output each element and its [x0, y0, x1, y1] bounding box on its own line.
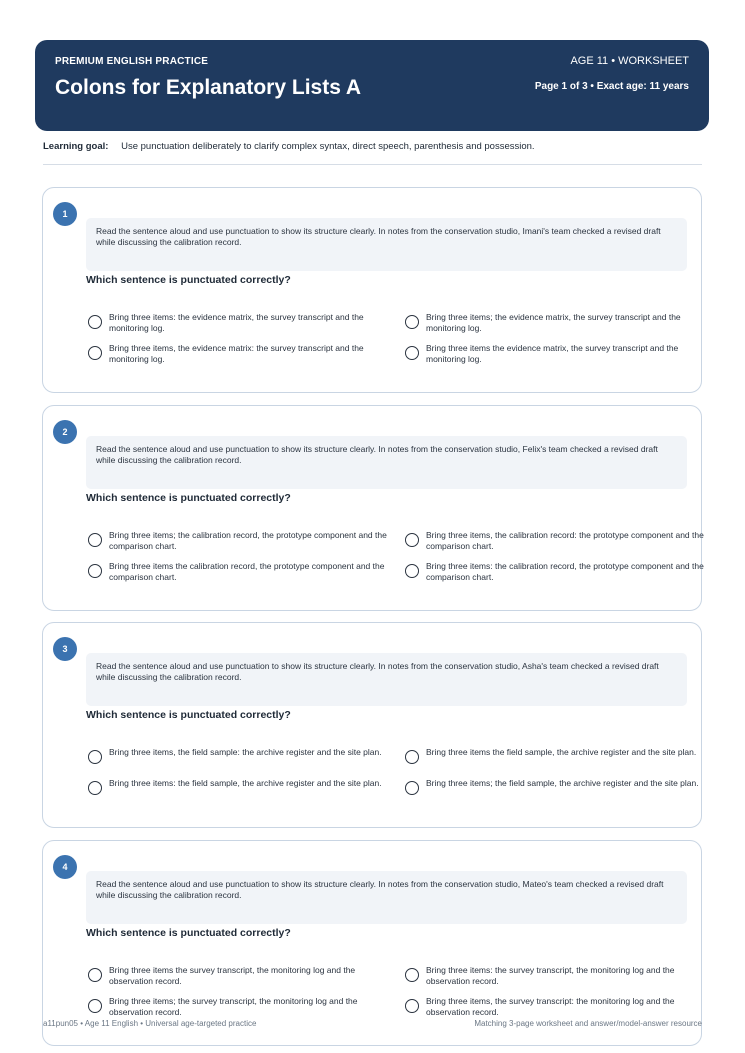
question-text: Which sentence is punctuated correctly? — [86, 927, 291, 939]
option-text: Bring three items: the survey transcript, the monitoring log and the observation record. — [426, 965, 675, 986]
answer-option-c[interactable] — [88, 561, 388, 583]
radio-button[interactable] — [405, 750, 419, 764]
radio-button[interactable] — [405, 315, 419, 329]
radio-button[interactable] — [88, 999, 102, 1013]
question-text: Which sentence is punctuated correctly? — [86, 492, 291, 504]
question-number: 1 — [53, 202, 77, 226]
footer-left: a11pun05 • Age 11 English • Universal age-targeted practice — [43, 1019, 257, 1028]
radio-button[interactable] — [405, 999, 419, 1013]
answer-option-a[interactable] — [88, 965, 388, 987]
answer-option-d[interactable] — [405, 343, 705, 365]
answer-option-b[interactable] — [405, 312, 705, 334]
radio-button[interactable] — [88, 781, 102, 795]
page-info: Page 1 of 3 • Exact age: 11 years — [534, 81, 689, 92]
divider — [43, 164, 702, 165]
radio-button[interactable] — [88, 346, 102, 360]
radio-button[interactable] — [88, 750, 102, 764]
answer-option-c[interactable] — [88, 778, 388, 795]
option-text: Bring three items: the evidence matrix, the survey transcript and the monitoring log. — [109, 312, 364, 333]
question-prompt: Read the sentence aloud and use punctuation to show its structure clearly. In notes from the conservation studio, Imani's team checked a revised draft while discussing the calibration record. — [86, 218, 687, 271]
answer-option-b[interactable] — [405, 530, 705, 552]
page-title: Colons for Explanatory Lists A — [55, 76, 362, 99]
answer-option-a[interactable] — [88, 747, 388, 764]
radio-button[interactable] — [88, 533, 102, 547]
option-text: Bring three items: the field sample, the archive register and the site plan. — [109, 778, 382, 788]
answer-option-b[interactable] — [405, 747, 705, 764]
question-card-2 — [42, 405, 702, 611]
option-text: Bring three items the field sample, the archive register and the site plan. — [426, 747, 697, 757]
learning-goal-label: Learning goal: — [43, 141, 109, 152]
option-text: Bring three items, the evidence matrix: the survey transcript and the monitoring log. — [109, 343, 364, 364]
option-text: Bring three items; the evidence matrix, the survey transcript and the monitoring log. — [426, 312, 681, 333]
learning-goal-text: Use punctuation deliberately to clarify complex syntax, direct speech, parenthesis and possession. — [121, 141, 535, 152]
option-text: Bring three items the calibration record, the prototype component and the comparison chart. — [109, 561, 385, 582]
option-text: Bring three items; the field sample, the archive register and the site plan. — [426, 778, 699, 788]
answer-option-d[interactable] — [405, 561, 705, 583]
answer-option-c[interactable] — [88, 996, 388, 1018]
radio-button[interactable] — [405, 564, 419, 578]
question-card-1 — [42, 187, 702, 393]
radio-button[interactable] — [405, 968, 419, 982]
age-worksheet-label: AGE 11 • WORKSHEET — [570, 55, 689, 67]
question-card-3 — [42, 622, 702, 828]
option-text: Bring three items the survey transcript, the monitoring log and the observation record. — [109, 965, 356, 986]
radio-button[interactable] — [88, 968, 102, 982]
question-prompt: Read the sentence aloud and use punctuation to show its structure clearly. In notes from the conservation studio, Asha's team checked a revised draft while discussing the calibration record. — [86, 653, 687, 706]
radio-button[interactable] — [405, 781, 419, 795]
question-card-4 — [42, 840, 702, 1046]
option-text: Bring three items; the calibration record, the prototype component and the comparison chart. — [109, 530, 387, 551]
option-text: Bring three items the evidence matrix, the survey transcript and the monitoring log. — [426, 343, 679, 364]
option-text: Bring three items; the survey transcript, the monitoring log and the observation record. — [109, 996, 358, 1017]
answer-option-a[interactable] — [88, 312, 388, 334]
radio-button[interactable] — [88, 564, 102, 578]
option-text: Bring three items, the survey transcript: the monitoring log and the observation record. — [426, 996, 675, 1017]
question-text: Which sentence is punctuated correctly? — [86, 709, 291, 721]
answer-option-c[interactable] — [88, 343, 388, 365]
option-text: Bring three items, the calibration record: the prototype component and the comparison chart. — [426, 530, 704, 551]
question-number: 3 — [53, 637, 77, 661]
answer-option-a[interactable] — [88, 530, 388, 552]
question-number: 2 — [53, 420, 77, 444]
answer-option-d[interactable] — [405, 778, 705, 795]
worksheet-header — [35, 40, 709, 131]
brand-label: PREMIUM ENGLISH PRACTICE — [55, 56, 209, 67]
question-prompt: Read the sentence aloud and use punctuation to show its structure clearly. In notes from the conservation studio, Felix's team checked a revised draft while discussing the calibration record. — [86, 436, 687, 489]
radio-button[interactable] — [405, 533, 419, 547]
radio-button[interactable] — [88, 315, 102, 329]
option-text: Bring three items, the field sample: the archive register and the site plan. — [109, 747, 382, 757]
question-prompt: Read the sentence aloud and use punctuation to show its structure clearly. In notes from the conservation studio, Mateo's team checked a revised draft while discussing the calibration record. — [86, 871, 687, 924]
question-number: 4 — [53, 855, 77, 879]
radio-button[interactable] — [405, 346, 419, 360]
answer-option-b[interactable] — [405, 965, 705, 987]
question-text: Which sentence is punctuated correctly? — [86, 274, 291, 286]
answer-option-d[interactable] — [405, 996, 705, 1018]
footer-right: Matching 3-page worksheet and answer/model-answer resource — [474, 1019, 702, 1028]
learning-goal — [43, 141, 535, 152]
option-text: Bring three items: the calibration record, the prototype component and the comparison chart. — [426, 561, 704, 582]
